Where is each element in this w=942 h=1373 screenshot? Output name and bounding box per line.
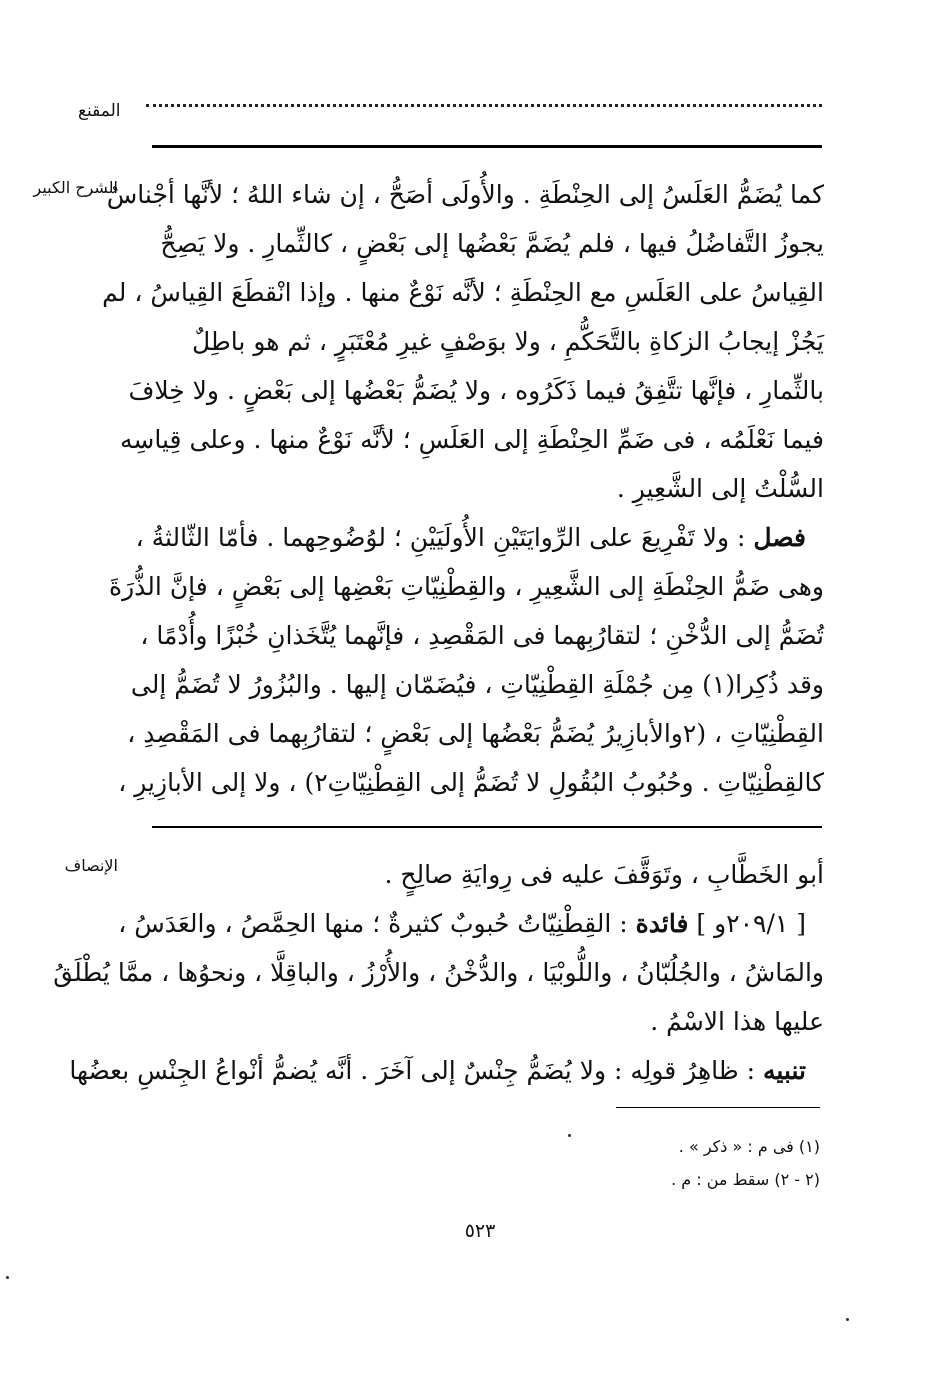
sharh-line: بالثِّمارِ ، فإنَّها تتَّفِقُ فيما ذَكَرُوه ، ولا يُضَمُّ بَعْضُها إلى بَعْضٍ . ولا خِلافَ (128, 376, 824, 405)
faida-line: عليها هذا الاسْمُ . (650, 1007, 824, 1036)
insaf-line: أبو الخَطَّابِ ، وتَوَقَّفَ عليه فى رِوايَةِ صالِحٍ . (384, 860, 824, 889)
sharh-line: يجوزُ التَّفاضُلُ فيها ، فلم يُضَمَّ بَعْضُها إلى بَعْضٍ ، كالثِّمارِ . ولا يَصِحُّ (160, 229, 824, 258)
faida-label: فائدة (635, 909, 689, 938)
page-number: ٥٢٣ (464, 1220, 496, 1242)
tanbih-label: تنبيه (763, 1056, 806, 1085)
footnote-rule (616, 1107, 820, 1108)
sharh-line: فيما نَعْلَمُه ، فى ضَمِّ الحِنْطَةِ إلى العَلَسِ ؛ لأنَّه نَوْعٌ منها . وعلى قِياسِه (120, 425, 824, 454)
sharh-line: يَجُزْ إيجابُ الزكاةِ بالتَّحَكُّمِ ، ولا بوَصْفٍ غيرِ مُعْتَبَرٍ ، ثم هو باطِلٌ (191, 327, 824, 356)
fasl-line: وقد ذُكِرا(١) مِن جُمْلَةِ القِطْنِيّاتِ ، فيُضَمّان إليها . والبُزُورُ لا تُضَمُّ إلى (130, 670, 824, 699)
header-dotted-leader (146, 104, 822, 107)
fasl-line: كالقِطْنِيّاتِ . وحُبُوبُ البُقُولِ لا تُضَمُّ إلى القِطْنِيّاتِ٢) ، ولا إلى الأبازِيرِ ، (118, 768, 824, 797)
footnote: (١) فى م : « ذكر » . (678, 1137, 820, 1156)
print-speck (568, 1134, 571, 1137)
print-speck (6, 1276, 9, 1279)
sharh-line: القِياسُ على العَلَسِ مع الحِنْطَةِ ؛ لأنَّه نَوْعٌ منها . وإذا انْقطَعَ القِياسُ ، لم (102, 278, 824, 307)
faida-ref: [ ٢٠٩/١و ] (696, 909, 806, 938)
section-divider (152, 826, 822, 828)
running-header-title: المقنع (78, 101, 121, 121)
footnote: (٢ - ٢) سقط من : م . (671, 1170, 820, 1189)
top-rule (152, 145, 822, 148)
sharh-text-block (102, 170, 824, 807)
fasl-line: القِطْنِيّاتِ ، (٢والأبازِيرُ يُضَمُّ بَعْضُها إلى بَعْضٍ ؛ لتقارُبِهما فى المَقْصِدِ ، (127, 719, 824, 748)
fasl-line: تُضَمُّ إلى الدُّخْنِ ؛ لتقارُبِهما فى المَقْصِدِ ، فإنَّهما يُتَّخَذانِ خُبْزًا وأُدْمًا ، (140, 621, 824, 650)
fasl-label: فصل (753, 523, 806, 552)
fasl-first-text: : ولا تَفْرِيعَ على الرِّوايَتَيْنِ الأُولَيَيْنِ ؛ لوُضُوحِهما . فأمّا الثّالثةُ ، (135, 523, 746, 552)
sharh-line: السُّلْتُ إلى الشَّعِيرِ . (616, 474, 824, 503)
insaf-side-label: الإنصاف (64, 856, 118, 875)
sharh-line: كما يُضَمُّ العَلَسُ إلى الحِنْطَةِ . والأُولَى أصَحُّ ، إن شاء اللهُ ؛ لأنَّها أجْناسٌ (106, 180, 824, 209)
faida-first-text: : القِطْنِيّاتُ حُبوبٌ كثيرةٌ ؛ منها الحِمَّصُ ، والعَدَسُ ، (118, 909, 628, 938)
faida-line: والمَاشُ ، والجُلُبّانُ ، واللُّوبْيَا ، والدُّخْنُ ، والأُرْزُ ، والباقِلَّا ، ونحوُها ، ممَّا يُطْلَقُ (53, 958, 824, 987)
print-speck (846, 1318, 849, 1321)
faida-line (118, 899, 824, 948)
sharh-side-label: الشرح الكبير (33, 178, 118, 197)
fasl-first-line (135, 513, 824, 562)
footnotes (440, 1130, 820, 1196)
tanbih-line (69, 1046, 824, 1095)
tanbih-text: : ظاهِرُ قولِه : ولا يُضَمُّ جِنْسٌ إلى آخَرَ . أنَّه يُضمُّ أنْواعُ الجِنْسِ بعضُها (69, 1056, 756, 1085)
fasl-line: وهى ضَمُّ الحِنْطَةِ إلى الشَّعِيرِ ، والقِطْنِيّاتِ بَعْضِها إلى بَعْضٍ ، فإنَّ الذُّرَةَ (109, 572, 824, 601)
